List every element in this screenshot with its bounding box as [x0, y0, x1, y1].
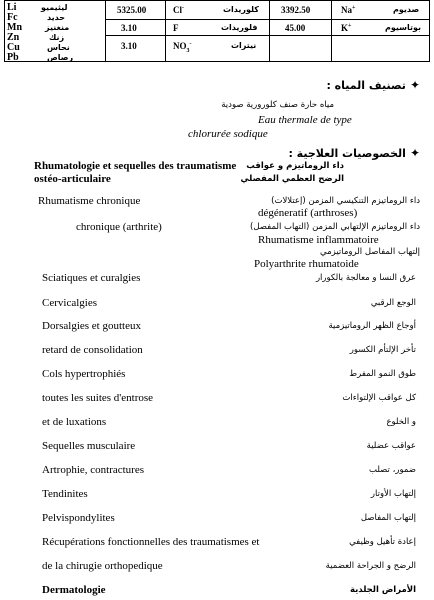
element-name-ar: حديد [47, 13, 66, 22]
item-ar: داء الروماتيزم الإلتهابي المزمن (التهاب المفصل) [250, 222, 420, 232]
element-name-ar: ليثيميو [41, 3, 68, 12]
item-ar: كل عواقب الإلتواءات [342, 393, 416, 403]
item-fr: Pelvispondylites [42, 512, 115, 524]
classification-heading: ✦تصنيف المياه : [326, 78, 420, 92]
potassium-name-ar: بوتاسيوم [385, 23, 422, 32]
item-ar: إلتهاب المفاصل [360, 513, 416, 523]
element-symbol: Zn [7, 32, 20, 43]
classification-ar: مياه حارة صنف كلورورية صودية [221, 100, 334, 110]
sodium-value: 3392.50 [281, 5, 311, 15]
item-fr: Cols hypertrophiés [42, 368, 126, 380]
item-fr-extra: Rhumatisme inflammatoire [258, 234, 379, 246]
item-fr: Artrophie, contractures [42, 464, 145, 476]
item-ar: ضمور، تصلب [369, 465, 416, 475]
fluoride-name-ar: فلوريدات [221, 23, 258, 32]
item-ar: و الخلوع [386, 417, 416, 427]
table-divider [105, 1, 106, 61]
item-fr: toutes les suites d'entrose [42, 392, 154, 404]
item-ar: إلتهاب الأوتار [370, 489, 416, 499]
item-fr: Sciatiques et curalgies [42, 272, 141, 284]
item-fr: Sequelles musculaire [42, 440, 136, 452]
section-ar-1: داء الروماتيزم و عواقب [246, 161, 344, 171]
table-divider [165, 1, 166, 61]
classification-fr-1: Eau thermale de type [258, 114, 352, 126]
sodium-symbol: Na+ [341, 5, 356, 15]
potassium-symbol: K+ [341, 23, 352, 33]
item-ar: الوجع الرقبي [370, 298, 416, 308]
ion-composition-table [4, 0, 430, 62]
element-name-ar: رصاص [47, 53, 74, 62]
chloride-value: 5325.00 [117, 5, 147, 15]
section-fr-1: Rhumatologie et sequelles des traumatisme [34, 160, 237, 172]
table-divider [331, 1, 332, 61]
element-name-ar: نحاس [47, 43, 70, 52]
item-ar: طوق النمو المفرط [349, 369, 416, 379]
item-ar: عواقب عضلية [366, 441, 416, 451]
item-fr-extra: dégéneratif (arthroses) [258, 207, 358, 219]
element-name-ar: منغنيز [45, 23, 70, 32]
item-ar: عرق النسا و معالجة بالكورار [315, 273, 416, 283]
therapeutics-heading: ✦الخصوصيات العلاجية : [288, 146, 420, 160]
item-ar: إعادة تأهيل وظيفي [349, 537, 416, 547]
item-fr-extra: Polyarthrite rhumatoide [254, 258, 359, 270]
chloride-symbol: Cl- [173, 5, 184, 15]
element-symbol: Mn [7, 22, 22, 33]
nitrate-symbol: $NO_3^-$ [173, 41, 192, 54]
item-ar: إلتهاب المفاصل الروماتيزمي [320, 247, 420, 257]
item-ar: الرضح و الجراحة العضمية [325, 561, 416, 571]
item-fr: de la chirugie orthopedique [42, 560, 163, 572]
item-fr: Tendinites [42, 488, 88, 500]
dermatology-ar: الأمراض الجلدية [349, 585, 416, 595]
section-fr-2: ostéo-articulaire [34, 173, 111, 185]
section-ar-2: الرضح العظمي المفصلي [240, 174, 344, 184]
item-fr: Récupérations fonctionnelles des traumatismes et [42, 536, 260, 548]
element-symbol: Li [7, 2, 17, 13]
item-fr: et de luxations [42, 416, 107, 428]
element-symbol: Pb [7, 52, 19, 63]
item-ar: تأخر الإلتأم الكسور [349, 345, 416, 355]
element-symbol: Fc [7, 12, 18, 23]
item-fr: Dorsalgies et goutteux [42, 320, 141, 332]
row2-left-value: 3.10 [121, 23, 137, 33]
item-fr: retard de consolidation [42, 344, 143, 356]
chloride-name-ar: كلوريدات [223, 5, 259, 14]
element-symbol: Cu [7, 42, 20, 53]
row3-left-value: 3.10 [121, 41, 137, 51]
nitrate-name-ar: نيترات [231, 41, 257, 50]
table-divider [269, 1, 270, 61]
fluoride-symbol: F [173, 23, 179, 33]
element-name-ar: زنك [49, 33, 65, 42]
item-fr: Rhumatisme chronique [38, 195, 141, 207]
table-divider [105, 19, 429, 20]
item-fr: Cervicalgies [42, 297, 97, 309]
classification-fr-2: chlorurée sodique [188, 128, 268, 140]
item-ar: داء الروماتيزم التنكيسي المزمن (إعتلالات) [271, 196, 420, 206]
sodium-name-ar: صديوم [393, 5, 420, 14]
diamond-bullet-icon: ✦ [409, 146, 420, 160]
dermatology-fr: Dermatologie [42, 584, 106, 596]
potassium-value: 45.00 [285, 23, 306, 33]
item-ar: أوجاع الظهر الروماتيزمية [328, 321, 416, 331]
item-fr: chronique (arthrite) [76, 221, 162, 233]
diamond-bullet-icon: ✦ [409, 78, 420, 92]
table-divider [105, 35, 429, 36]
